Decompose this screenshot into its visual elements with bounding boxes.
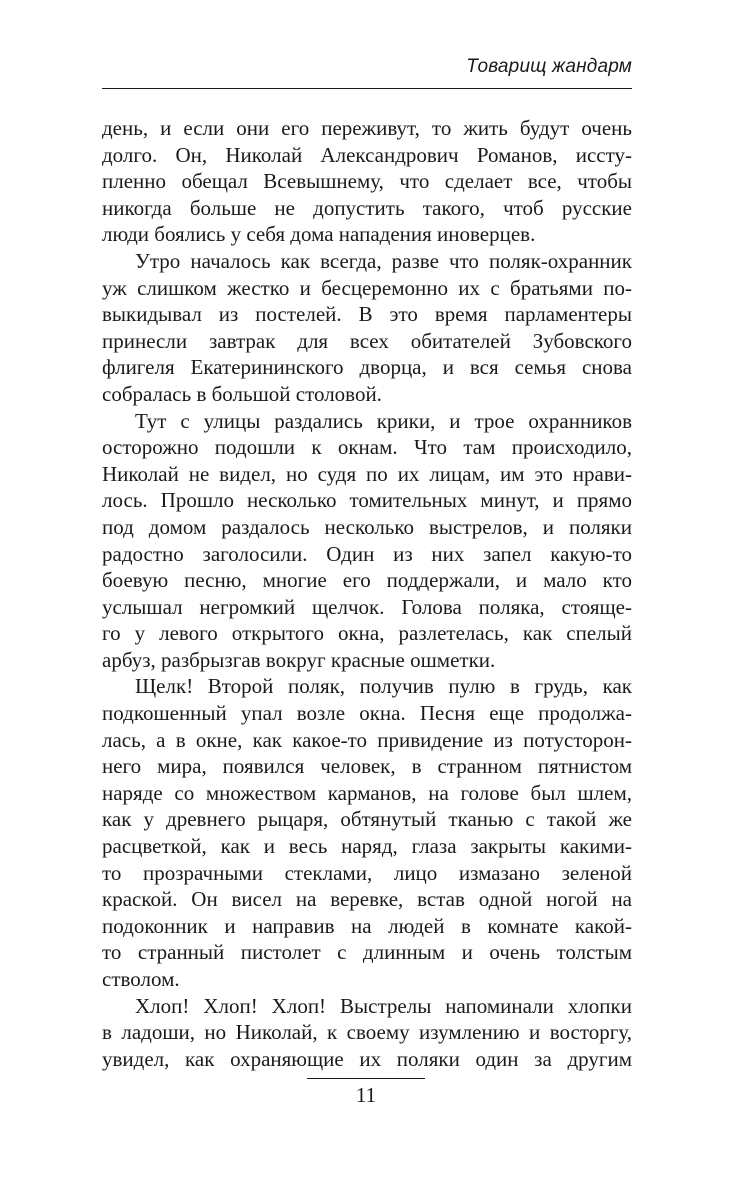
text-line: то странный пистолет с длинным и очень толстым bbox=[102, 940, 632, 965]
paragraph-first-line: Утро началось как всегда, разве что поляк-охранник bbox=[135, 248, 632, 273]
text-line: стволом. bbox=[102, 967, 180, 991]
header-rule bbox=[102, 88, 632, 89]
text-line: как у древнего рыцаря, обтянутый тканью с такой же bbox=[102, 807, 632, 832]
text-line: уж слишком жестко и бесцеремонно их с братьями по- bbox=[102, 275, 632, 300]
text-line: под домом раздалось несколько выстрелов, и поляки bbox=[102, 514, 632, 539]
text-line: наряде со множеством карманов, на голове был шлем, bbox=[102, 780, 632, 805]
body-text bbox=[102, 115, 632, 1072]
footer-rule bbox=[307, 1078, 425, 1079]
text-line: флигеля Екатерининского дворца, и вся семья снова bbox=[102, 355, 632, 380]
text-line: арбуз, разбрызгав вокруг красные ошметки. bbox=[102, 647, 496, 672]
text-line: него мира, появился человек, в странном пятнистом bbox=[102, 754, 632, 779]
text-line: то прозрачными стеклами, лицо измазано зеленой bbox=[102, 860, 632, 885]
text-line: подкошенный упал возле окна. Песня еще продолжа- bbox=[102, 701, 632, 726]
text-line: расцветкой, как и весь наряд, глаза закрыты какими- bbox=[102, 834, 632, 859]
text-line: лось. Прошло несколько томительных минут, и прямо bbox=[102, 488, 632, 513]
text-line: Николай не видел, но судя по их лицам, им это нрави- bbox=[102, 461, 632, 486]
text-line: люди боялись у себя дома нападения иноверцев. bbox=[102, 222, 536, 247]
paragraph-first-line: Тут с улицы раздались крики, и трое охранников bbox=[135, 408, 632, 433]
text-line: радостно заголосили. Один из них запел какую-то bbox=[102, 541, 632, 566]
text-line: осторожно подошли к окнам. Что там происходило, bbox=[102, 435, 632, 460]
text-line: принесли завтрак для всех обитателей Зубовского bbox=[102, 328, 632, 353]
text-line: пленно обещал Всевышнему, что сделает все, чтобы bbox=[102, 169, 632, 194]
text-line: подоконник и направив на людей в комнате какой- bbox=[102, 913, 632, 938]
text-line: лась, а в окне, как какое-то привидение из потусторон- bbox=[102, 727, 632, 752]
text-line: в ладоши, но Николай, к своему изумлению и восторгу, bbox=[102, 1020, 632, 1045]
text-line: краской. Он висел на веревке, встав одной ногой на bbox=[102, 887, 632, 912]
text-line: выкидывал из постелей. В это время парламентеры bbox=[102, 302, 632, 327]
paragraph-first-line: Щелк! Второй поляк, получив пулю в грудь, как bbox=[135, 674, 632, 699]
text-line: услышал негромкий щелчок. Голова поляка, стояще- bbox=[102, 594, 632, 619]
paragraph-first-line: Хлоп! Хлоп! Хлоп! Выстрелы напоминали хлопки bbox=[135, 993, 632, 1018]
text-line: никогда больше не допустить такого, чтоб русские bbox=[102, 195, 632, 220]
page-number: 11 bbox=[355, 1083, 377, 1107]
running-head-title: Товарищ жандарм bbox=[466, 56, 632, 77]
text-line: долго. Он, Николай Александрович Романов, иссту- bbox=[102, 142, 632, 167]
text-line: собралась в большой столовой. bbox=[102, 381, 382, 406]
text-line: боевую песню, многие его поддержали, и мало кто bbox=[102, 568, 632, 593]
text-line: день, и если они его переживут, то жить будут очень bbox=[102, 116, 632, 140]
text-line: увидел, как охраняющие их поляки один за другим bbox=[102, 1046, 632, 1071]
text-line: го у левого открытого окна, разлетелась, как спелый bbox=[102, 621, 632, 646]
